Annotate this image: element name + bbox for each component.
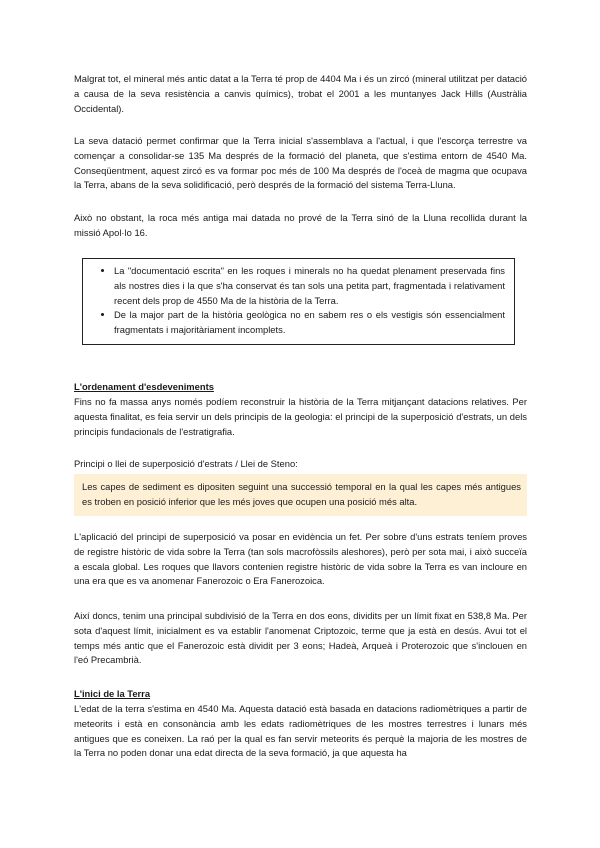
principle-highlight-box: Les capes de sediment es dipositen seguint una successió temporal en la qual les capes més antigues es troben en posició inferior que les més joves que ocupen una posició més alta.	[74, 474, 527, 516]
section-heading-ordering: L'ordenament d'esdeveniments	[74, 381, 214, 392]
key-points-box	[82, 258, 515, 345]
section-heading-origin: L'inici de la Terra	[74, 688, 151, 699]
paragraph-earth-age: L'edat de la terra s'estima en 4540 Ma. Aquesta datació està basada en datacions radiomètriques a partir de meteorits i està en consonància amb les edats radiomètriques de les mostres terrestres i lunars més antigues que es coneixen. La raó per la qual es fan servir meteorits és perquè la majoria de les mostres de la Terra no poden donar una edat directa de la seva formació, ja que aquesta ha	[74, 703, 527, 759]
paragraph-zircon-dating: La seva datació permet confirmar que la Terra inicial s'assemblava a l'actual, i que l'escorça terrestre va començar a consolidar-se 135 Ma després de la formació del planeta, que s'estima entorn de 4540 Ma. Conseqüentment, aquest zircó es va formar poc més de 100 Ma després de l'oceà de magma que ocupava la Terra, abans de la seva solidificació, però després de la formació del sistema Terra-Lluna.	[74, 135, 527, 191]
paragraph-oldest-rock: Això no obstant, la roca més antiga mai datada no prové de la Terra sinó de la Lluna recollida durant la missió Apol·lo 16.	[74, 212, 527, 238]
paragraph-eons: Així doncs, tenim una principal subdivisió de la Terra en dos eons, dividits per un límit fixat en 538,8 Ma. Per sota d'aquest límit, inicialment es va establir l'anomenat Criptozoic, terme que ja està en desús. Avui tot el temps més antic que el Fanerozoic està dividit per 3 eons; Hadeà, Arqueà i Proterozoic que s'inclouen en l'eó Precambrià.	[74, 610, 527, 666]
key-point-item: • La "documentació escrita" en les roques i minerals no ha quedat plenament preservada fins als nostres dies i la que s'ha conservat és tan sols una petita part, fragmentada i relativament recent dels prop de 4550 Ma de la història de la Terra.	[114, 264, 505, 308]
paragraph-relative-dating: Fins no fa massa anys només podíem reconstruir la història de la Terra mitjançant datacions relatives. Per aquesta finalitat, es feia servir un dels principis de la geologia: el principi de la superposició d'estrats, un dels principis fundacionals de l'estratigrafia.	[74, 396, 527, 437]
principle-label: Principi o llei de superposició d'estrats / Llei de Steno:	[74, 458, 298, 469]
key-point-item: • De la major part de la història geològica no en sabem res o els vestigis són essencialment fragmentats i majoritàriament incomplets.	[114, 308, 505, 338]
key-points-list	[92, 264, 505, 338]
paragraph-oldest-mineral: Malgrat tot, el mineral més antic datat a la Terra té prop de 4404 Ma i és un zircó (mineral utilitzat per datació a causa de la seva resistència a canvis químics), trobat el 2001 a les muntanyes Jack Hills (Austràlia Occidental).	[74, 73, 527, 114]
paragraph-superposition-application: L'aplicació del principi de superposició va posar en evidència un fet. Per sobre d'uns estrats teníem proves de registre històric de vida sobre la Terra (tan sols macrofòssils aleshores), però per sota mai, i això succeïa a escala global. Les roques que llavors contenien registre històric de vida sobre la Terra es van incloure en una era que es va anomenar Fanerozoic o Era Fanerozoica.	[74, 531, 527, 587]
